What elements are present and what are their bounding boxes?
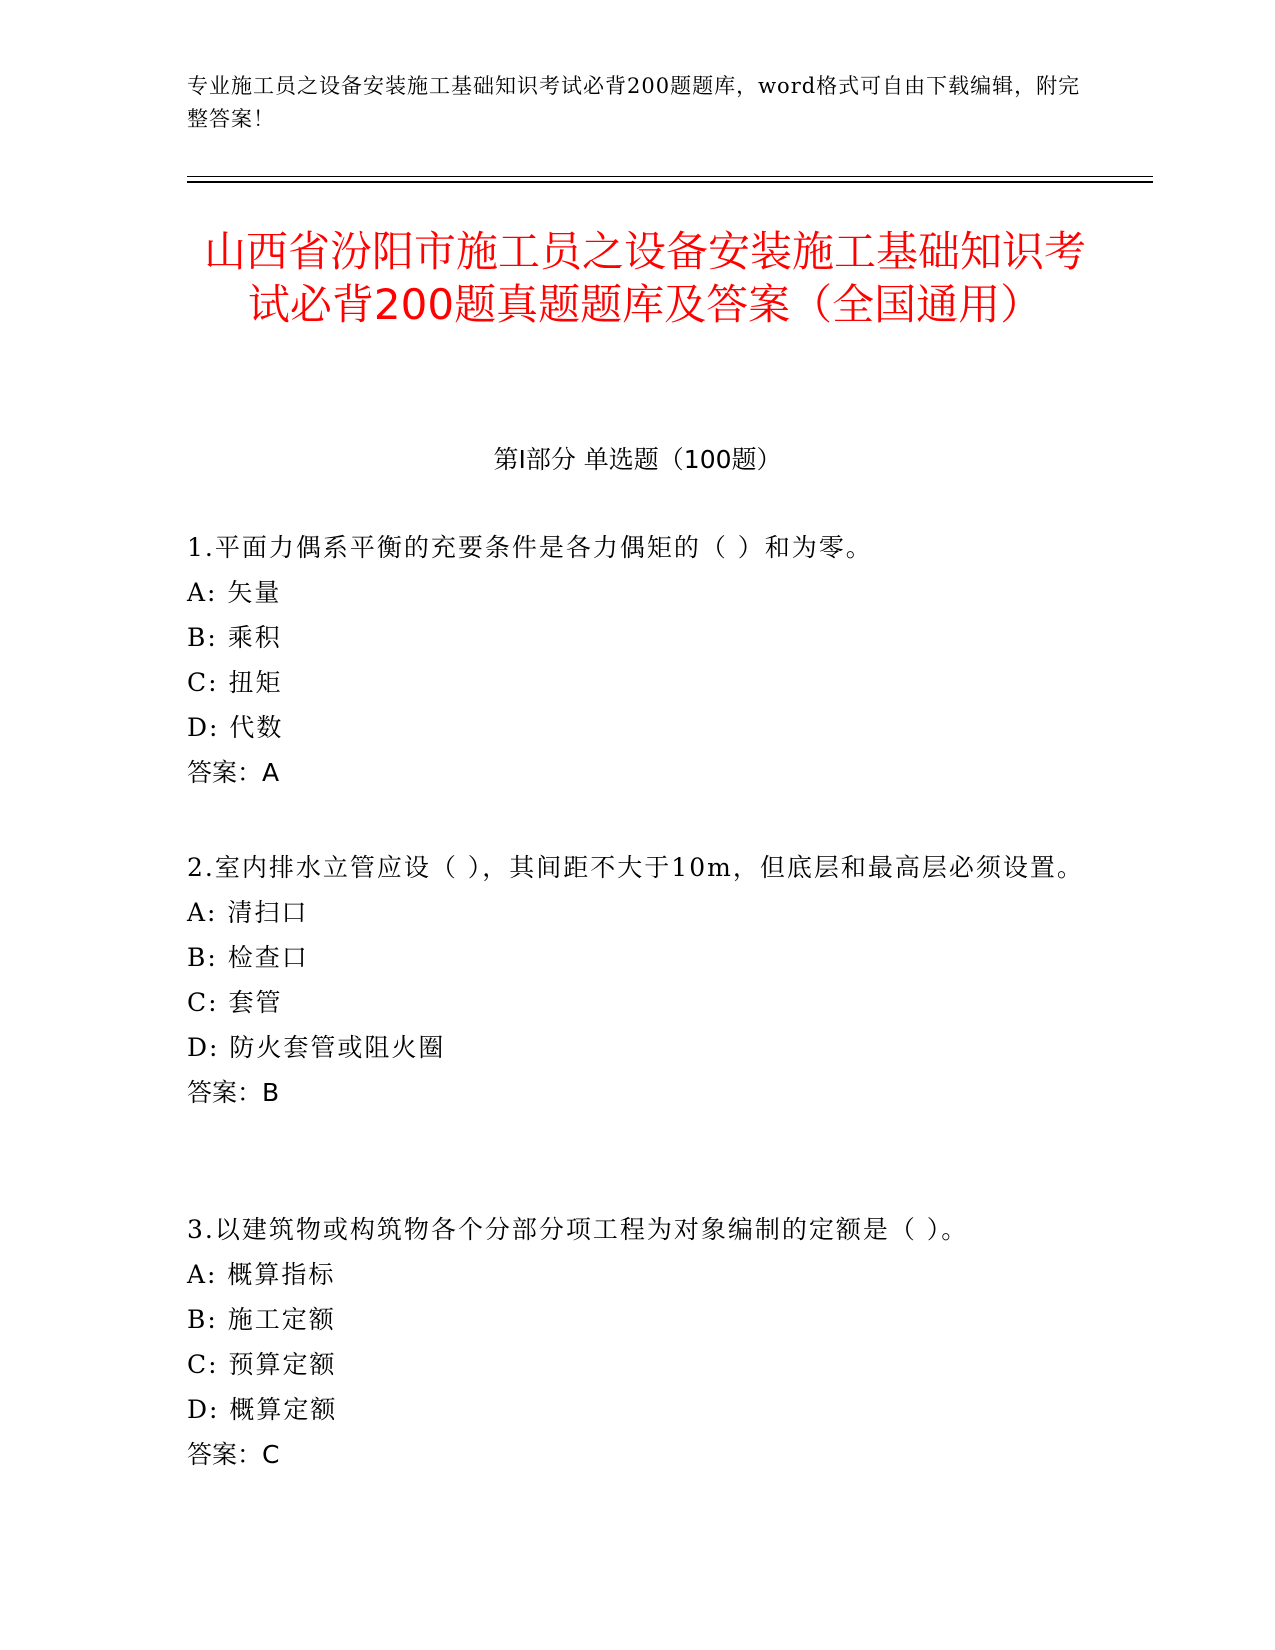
question-stem: 2.室内排水立管应设（ ），其间距不大于10m，但底层和最高层必须设置。 xyxy=(187,853,1084,882)
header-divider-thick xyxy=(187,181,1153,183)
answer-text: 答案：C xyxy=(187,1440,280,1469)
option-b: B: 检查口 xyxy=(187,943,309,972)
question-2 xyxy=(187,845,1087,1115)
question-1 xyxy=(187,525,1087,795)
option-b: B: 乘积 xyxy=(187,623,282,652)
option-c: C: 套管 xyxy=(187,988,283,1017)
option-d: D: 防火套管或阻火圈 xyxy=(187,1033,446,1062)
question-stem: 3.以建筑物或构筑物各个分部分项工程为对象编制的定额是（ ）。 xyxy=(187,1215,969,1244)
option-d: D: 代数 xyxy=(187,713,284,742)
option-a: A: 清扫口 xyxy=(187,898,309,927)
option-a: A: 概算指标 xyxy=(187,1260,336,1289)
option-c: C: 预算定额 xyxy=(187,1350,337,1379)
option-b: B: 施工定额 xyxy=(187,1305,336,1334)
option-c: C: 扭矩 xyxy=(187,668,283,697)
header-divider-thin xyxy=(187,176,1153,177)
answer-text: 答案：A xyxy=(187,758,280,787)
option-d: D: 概算定额 xyxy=(187,1395,338,1424)
option-a: A: 矢量 xyxy=(187,578,282,607)
document-title: 山西省汾阳市施工员之设备安装施工基础知识考试必背200题真题题库及答案（全国通用） xyxy=(203,227,1086,329)
section-heading: 第I部分 单选题（100题） xyxy=(493,445,782,474)
question-stem: 1.平面力偶系平衡的充要条件是各力偶矩的（ ）和为零。 xyxy=(187,533,873,562)
answer-text: 答案：B xyxy=(187,1078,280,1107)
header-note: 专业施工员之设备安装施工基础知识考试必背200题题库，word格式可自由下载编辑，附完整答案！ xyxy=(187,74,1081,131)
question-3 xyxy=(187,1207,1087,1477)
